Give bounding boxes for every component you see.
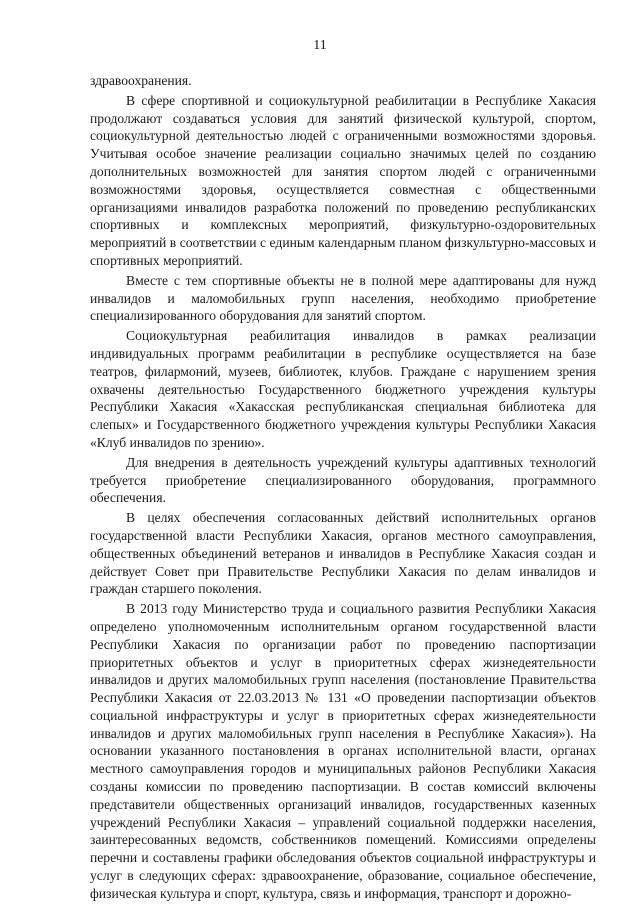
paragraph-sports-facilities: Вместе с тем спортивные объекты не в полной мере адаптированы для нужд инвалидов и маломобильных групп населения, необходимо приобретение специализированного оборудования для занятий спортом. [90, 272, 596, 324]
paragraph-continuation: здравоохранения. [90, 73, 192, 88]
paragraph-council: В целях обеспечения согласованных действий исполнительных органов государственной власти Республики Хакасия, органов местного самоуправления, общественных объединений ветеранов и инвалидов в Республике Хакасия создан и действует Совет при Правительстве Республики Хакасия по делам инвалидов и граждан старшего поколения. [90, 510, 596, 597]
paragraph-sociocultural-rehabilitation: Социокультурная реабилитация инвалидов в рамках реализации индивидуальных программ реабилитации в республике осуществляется на базе театров, филармоний, музеев, библиотек, клубов. Граждане с нарушением зрения охвачены деятельностью Государственного бюджетного учреждения культуры Республики Хакасия «Хакасская республиканская специальная библиотека для слепых» и Государственного бюджетного учреждения культуры Республики Хакасия «Клуб инвалидов по зрению». [90, 328, 596, 450]
paragraph-culture-technologies: Для внедрения в деятельность учреждений культуры адаптивных технологий требуется приобретение специализированного оборудования, программного обеспечения. [90, 454, 596, 506]
paragraph-passportization: В 2013 году Министерство труда и социального развития Республики Хакасия определено уполномоченным исполнительным органом государственной власти Республики Хакасия по организации работ по проведению паспортизации приоритетных объектов и услуг в приоритетных сферах жизнедеятельности инвалидов и других маломобильных групп населения (постановление Правительства Республики Хакасия от 22.03.2013 № 131 «О проведении паспортизации объектов социальной инфраструктуры и услуг в приоритетных сферах жизнедеятельности инвалидов и других маломобильных групп населения в Республике Хакасия»). На основании указанного постановления в органах исполнительной власти, органах местного самоуправления городов и муниципальных районов Республики Хакасия созданы комиссии по проведению паспортизации. В состав комиссий включены представители общественных организаций инвалидов, государственных казенных учреждений Республики Хакасия – управлений социальной поддержки населения, заинтересованных ведомств, собственников помещений. Комиссиями определены перечни и составлены графики обследования объектов социальной инфраструктуры и услуг в следующих сферах: здравоохранение, образование, социальное обеспечение, физическая культура и спорт, культура, связь и информация, транспорт и дорожно- [90, 601, 596, 901]
paragraph-sports-rehabilitation: В сфере спортивной и социокультурной реабилитации в Республике Хакасия продолжают создаваться условия для занятий физической культурой, спортом, социокультурной деятельностью людей с ограниченными возможностями здоровья. Учитывая особое значение реализации социально значимых целей по созданию дополнительных возможностей для занятия спортом людей с ограниченными возможностями здоровья, осуществляется совместная с общественными организациями инвалидов разработка положений по проведению республиканских спортивных и комплексных мероприятий, физкультурно-оздоровительных мероприятий в соответствии с единым календарным планом физкультурно-массовых и спортивных мероприятий. [90, 92, 596, 268]
document-body [90, 72, 596, 903]
page-number: 11 [313, 38, 327, 53]
